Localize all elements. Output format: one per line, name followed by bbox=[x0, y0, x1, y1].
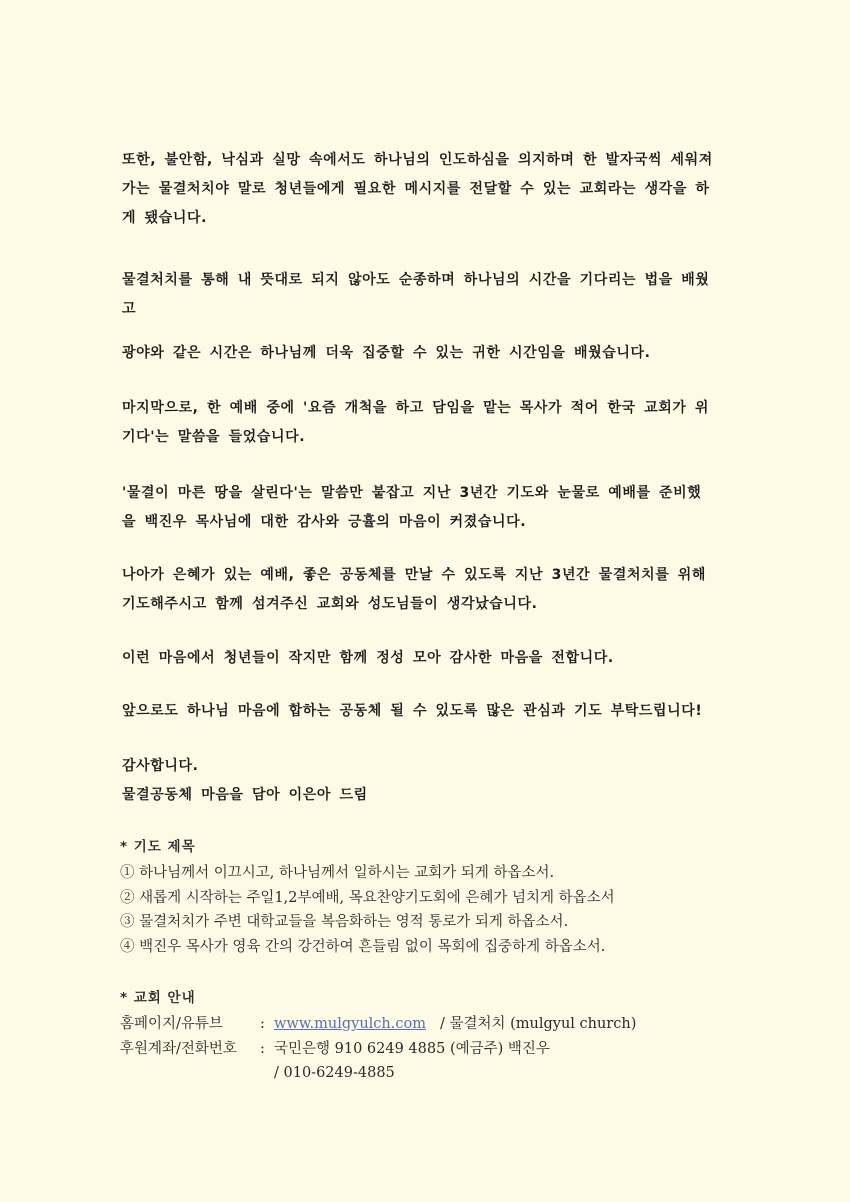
prayer-item: ② 새롭게 시작하는 주일1,2부예배, 목요찬양기도회에 은혜가 넘치게 하옵소서 bbox=[120, 889, 615, 906]
paragraph-1 bbox=[122, 146, 730, 233]
account-value: 국민은행 910 6249 4885 (예금주) 백진우 bbox=[274, 1040, 550, 1057]
text-line: 또한, 불안함, 낙심과 실망 속에서도 하나님의 인도하심을 의지하며 한 발자국씩 세워져 bbox=[122, 152, 713, 168]
text-line: 물결처치를 통해 내 뜻대로 되지 않아도 순종하며 하나님의 시간을 기다리는 법을 배웠 bbox=[122, 272, 710, 288]
text-line: 이런 마음에서 청년들이 작지만 함께 정성 모아 감사한 마음을 전합니다. bbox=[122, 650, 614, 666]
text-line: 광야와 같은 시간은 하나님께 더욱 집중할 수 있는 귀한 시간임을 배웠습니다. bbox=[122, 345, 651, 361]
homepage-label: 홈페이지/유튜브 bbox=[120, 1016, 223, 1032]
prayer-item: ④ 백진우 목사가 영육 간의 강건하여 흔들림 없이 목회에 집중하게 하옵소서. bbox=[120, 938, 606, 955]
text-line: 앞으로도 하나님 마음에 합하는 공동체 될 수 있도록 많은 관심과 기도 부탁드립니다! bbox=[122, 703, 703, 719]
account-row bbox=[120, 1037, 740, 1062]
text-line: 가는 물결처치야 말로 청년들에게 필요한 메시지를 전달할 수 있는 교회라는 생각을 하 bbox=[122, 181, 710, 197]
colon: : bbox=[260, 1016, 265, 1032]
prayer-item: ③ 물결처치가 주변 대학교들을 복음화하는 영적 통로가 되게 하옵소서. bbox=[120, 914, 569, 930]
text-line: 마지막으로, 한 예배 중에 '요즘 개척을 하고 담임을 맡는 목사가 적어 한국 교회가 위 bbox=[122, 400, 710, 416]
colon: : bbox=[260, 1040, 265, 1057]
homepage-link[interactable]: www.mulgyulch.com bbox=[274, 1016, 426, 1032]
paragraph-4 bbox=[122, 394, 730, 452]
signature-line: 물결공동체 마음을 담아 이은아 드림 bbox=[122, 787, 368, 803]
paragraph-6 bbox=[122, 561, 730, 619]
phone-value: / 010-6249-4885 bbox=[274, 1065, 395, 1081]
paragraph-7 bbox=[122, 644, 730, 673]
paragraph-closing bbox=[122, 752, 730, 810]
phone-row bbox=[120, 1061, 740, 1086]
church-info-section bbox=[120, 986, 740, 1086]
paragraph-8 bbox=[122, 697, 730, 726]
text-line: 기도해주시고 함께 섬겨주신 교회와 성도님들이 생각났습니다. bbox=[122, 596, 538, 612]
text-line: 고 bbox=[122, 301, 137, 317]
paragraph-3 bbox=[122, 339, 730, 368]
homepage-rest: / 물결처치 (mulgyul church) bbox=[439, 1016, 637, 1032]
paragraph-5 bbox=[122, 479, 730, 537]
text-line: 을 백진우 목사님에 대한 감사와 긍휼의 마음이 커졌습니다. bbox=[122, 514, 527, 530]
prayer-item: ① 하나님께서 이끄시고, 하나님께서 일하시는 교회가 되게 하옵소서. bbox=[120, 865, 555, 881]
indent-spacer bbox=[120, 1061, 274, 1086]
text-line: 게 됐습니다. bbox=[122, 210, 208, 226]
prayer-title: * 기도 제목 bbox=[120, 839, 196, 855]
prayer-section bbox=[120, 835, 740, 959]
text-line: 나아가 은혜가 있는 예배, 좋은 공동체를 만날 수 있도록 지난 3년간 물결처치를 위해 bbox=[122, 567, 707, 583]
text-line: '물결이 마른 땅을 살린다'는 말씀만 붙잡고 지난 3년간 기도와 눈물로 예배를 준비했 bbox=[122, 485, 702, 501]
paragraph-2 bbox=[122, 266, 730, 324]
text-line: 기다'는 말씀을 들었습니다. bbox=[122, 429, 306, 445]
homepage-row bbox=[120, 1012, 740, 1037]
church-info-title: * 교회 안내 bbox=[120, 990, 196, 1006]
account-label: 후원계좌/전화번호 bbox=[120, 1040, 237, 1057]
text-line: 감사합니다. bbox=[122, 758, 199, 774]
